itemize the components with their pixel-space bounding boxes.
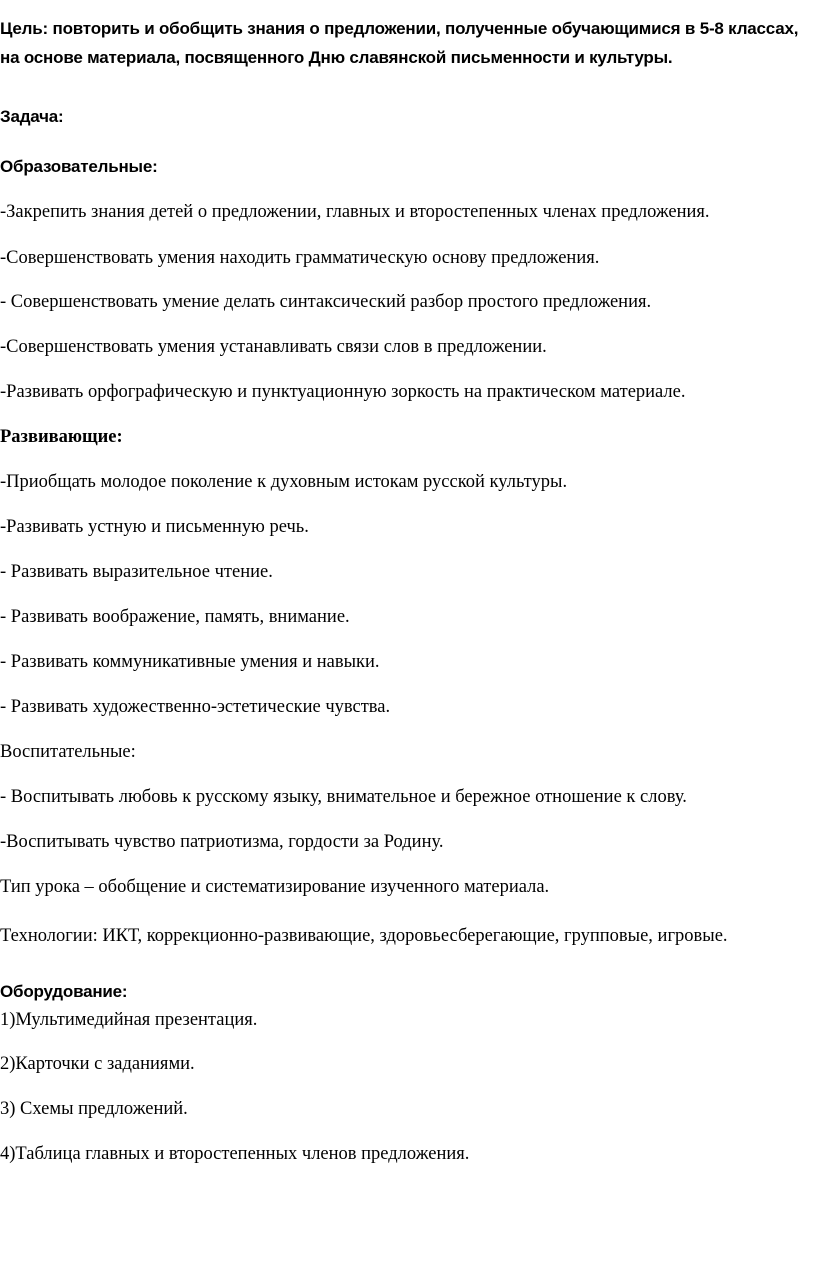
educational-item-3: - Совершенствовать умение делать синтаксический разбор простого предложения. <box>0 292 652 312</box>
upbringing-heading: Воспитательные: <box>0 742 136 762</box>
developing-item-4: - Развивать воображение, память, внимание. <box>0 607 350 627</box>
lesson-goal: Цель: повторить и обобщить знания о предложении, полученные обучающимися в 5-8 классах, на основе материала, посвященного Дню славянской письменности и культуры. <box>0 19 799 67</box>
developing-item-2: -Развивать устную и письменную речь. <box>0 517 309 537</box>
equipment-item-3: 3) Схемы предложений. <box>0 1099 188 1119</box>
educational-item-5: -Развивать орфографическую и пунктуационную зоркость на практическом материале. <box>0 382 686 402</box>
educational-item-2: -Совершенствовать умения находить грамматическую основу предложения. <box>0 248 600 268</box>
equipment-item-2: 2)Карточки с заданиями. <box>0 1054 195 1074</box>
equipment-item-4: 4)Таблица главных и второстепенных членов предложения. <box>0 1144 470 1164</box>
technologies: Технологии: ИКТ, коррекционно-развивающие, здоровьесберегающие, групповые, игровые. <box>0 926 728 946</box>
lesson-type: Тип урока – обобщение и систематизирование изученного материала. <box>0 877 550 897</box>
upbringing-item-1: - Воспитывать любовь к русскому языку, внимательное и бережное отношение к слову. <box>0 787 687 807</box>
developing-item-6: - Развивать художественно-эстетические чувства. <box>0 697 391 717</box>
upbringing-item-2: -Воспитывать чувство патриотизма, гордости за Родину. <box>0 832 444 852</box>
equipment-item-1: 1)Мультимедийная презентация. <box>0 1010 258 1030</box>
developing-heading: Развивающие: <box>0 427 123 447</box>
developing-item-5: - Развивать коммуникативные умения и навыки. <box>0 652 380 672</box>
educational-item-1: -Закрепить знания детей о предложении, главных и второстепенных членах предложения. <box>0 202 710 222</box>
educational-heading: Образовательные: <box>0 157 158 176</box>
educational-item-4: -Совершенствовать умения устанавливать связи слов в предложении. <box>0 337 547 357</box>
task-heading: Задача: <box>0 107 64 126</box>
developing-item-1: -Приобщать молодое поколение к духовным истокам русской культуры. <box>0 472 568 492</box>
equipment-heading: Оборудование: <box>0 982 128 1001</box>
developing-item-3: - Развивать выразительное чтение. <box>0 562 273 582</box>
